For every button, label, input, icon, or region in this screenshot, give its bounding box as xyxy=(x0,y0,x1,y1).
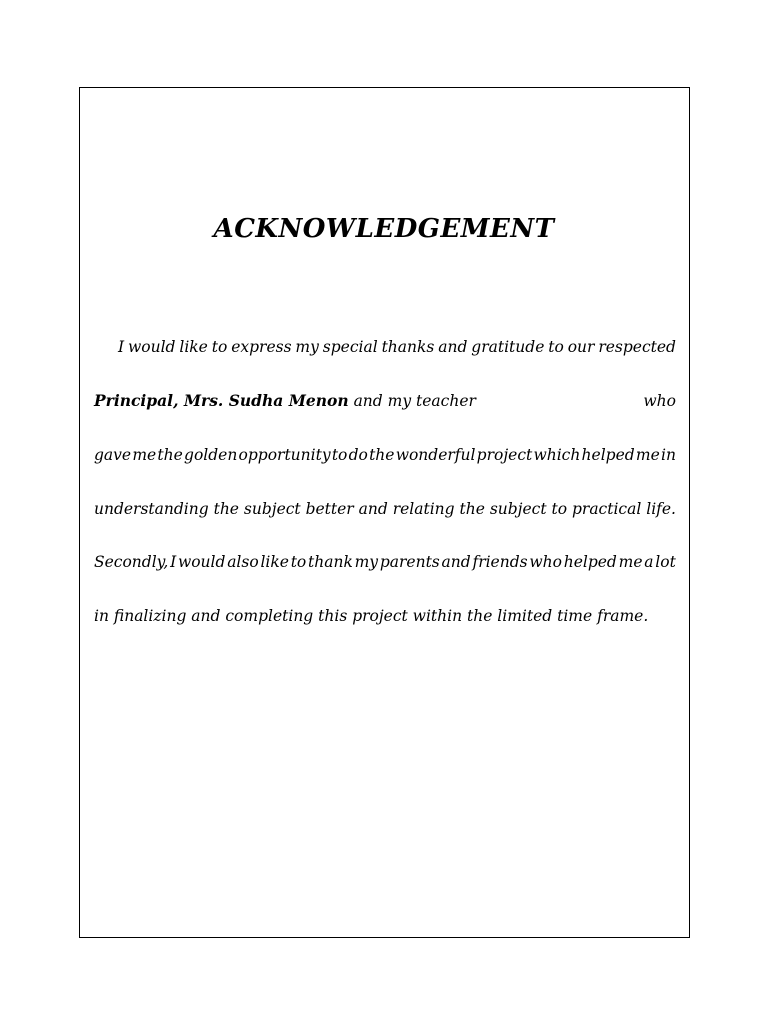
word: would xyxy=(128,338,176,356)
word: I xyxy=(118,338,125,356)
word: special xyxy=(322,338,378,356)
word: our xyxy=(567,338,595,356)
line-3-text xyxy=(94,445,676,465)
line-4-text xyxy=(94,499,676,519)
word: the xyxy=(369,446,395,464)
paragraph-line-3 xyxy=(94,445,676,465)
word: and xyxy=(358,500,388,518)
word: the xyxy=(157,446,183,464)
word: practical xyxy=(571,500,642,518)
word: thanks xyxy=(381,338,435,356)
word: project xyxy=(476,446,533,464)
word: express xyxy=(231,338,292,356)
word: like xyxy=(260,553,289,571)
word: understanding xyxy=(94,500,209,518)
word: golden xyxy=(184,446,238,464)
line-1-text xyxy=(118,337,676,357)
word: a xyxy=(644,553,654,571)
word: the xyxy=(213,500,239,518)
paragraph-line-2 xyxy=(94,391,676,411)
word: the xyxy=(459,500,485,518)
word: Secondly, xyxy=(94,553,169,571)
word: also xyxy=(227,553,259,571)
word: relating xyxy=(392,500,455,518)
word: me xyxy=(132,446,157,464)
word: to xyxy=(331,446,348,464)
word: subject xyxy=(243,500,301,518)
word: who xyxy=(529,553,562,571)
word: better xyxy=(305,500,354,518)
word: subject xyxy=(489,500,547,518)
word: helped xyxy=(563,553,617,571)
word: gave xyxy=(94,446,132,464)
word: life. xyxy=(646,500,676,518)
line-6-text: in finalizing and completing this project within the limited time frame. xyxy=(94,607,649,625)
line-5-text xyxy=(94,552,676,572)
word: opportunity xyxy=(238,446,331,464)
word: respected xyxy=(598,338,676,356)
word: do xyxy=(348,446,368,464)
word: my xyxy=(295,338,319,356)
page-title: ACKNOWLEDGEMENT xyxy=(213,214,555,244)
word: I xyxy=(170,553,177,571)
word: me xyxy=(635,446,660,464)
word: helped xyxy=(581,446,635,464)
word: wonderful xyxy=(395,446,476,464)
word: which xyxy=(533,446,581,464)
word: to xyxy=(548,338,564,356)
line-2-end: who xyxy=(643,392,676,410)
word: in xyxy=(661,446,676,464)
word: parents xyxy=(379,553,440,571)
paragraph-line-5 xyxy=(94,552,676,572)
paragraph-line-4 xyxy=(94,499,676,519)
paragraph-line-1 xyxy=(118,337,676,357)
line-2-left xyxy=(94,391,476,411)
word: friends xyxy=(472,553,528,571)
word: and xyxy=(441,553,471,571)
word: me xyxy=(618,553,643,571)
word: gratitude xyxy=(471,338,545,356)
word: to xyxy=(211,338,228,356)
teacher-text: and my teacher xyxy=(353,392,476,410)
principal-name: Principal, Mrs. Sudha Menon xyxy=(94,391,349,410)
word: would xyxy=(177,553,226,571)
word: to xyxy=(551,500,568,518)
word: thank xyxy=(308,553,353,571)
word: to xyxy=(290,553,307,571)
word: lot xyxy=(655,553,676,571)
word: and xyxy=(438,338,468,356)
word: like xyxy=(179,338,208,356)
word: my xyxy=(354,553,379,571)
paragraph-line-6 xyxy=(94,606,676,626)
